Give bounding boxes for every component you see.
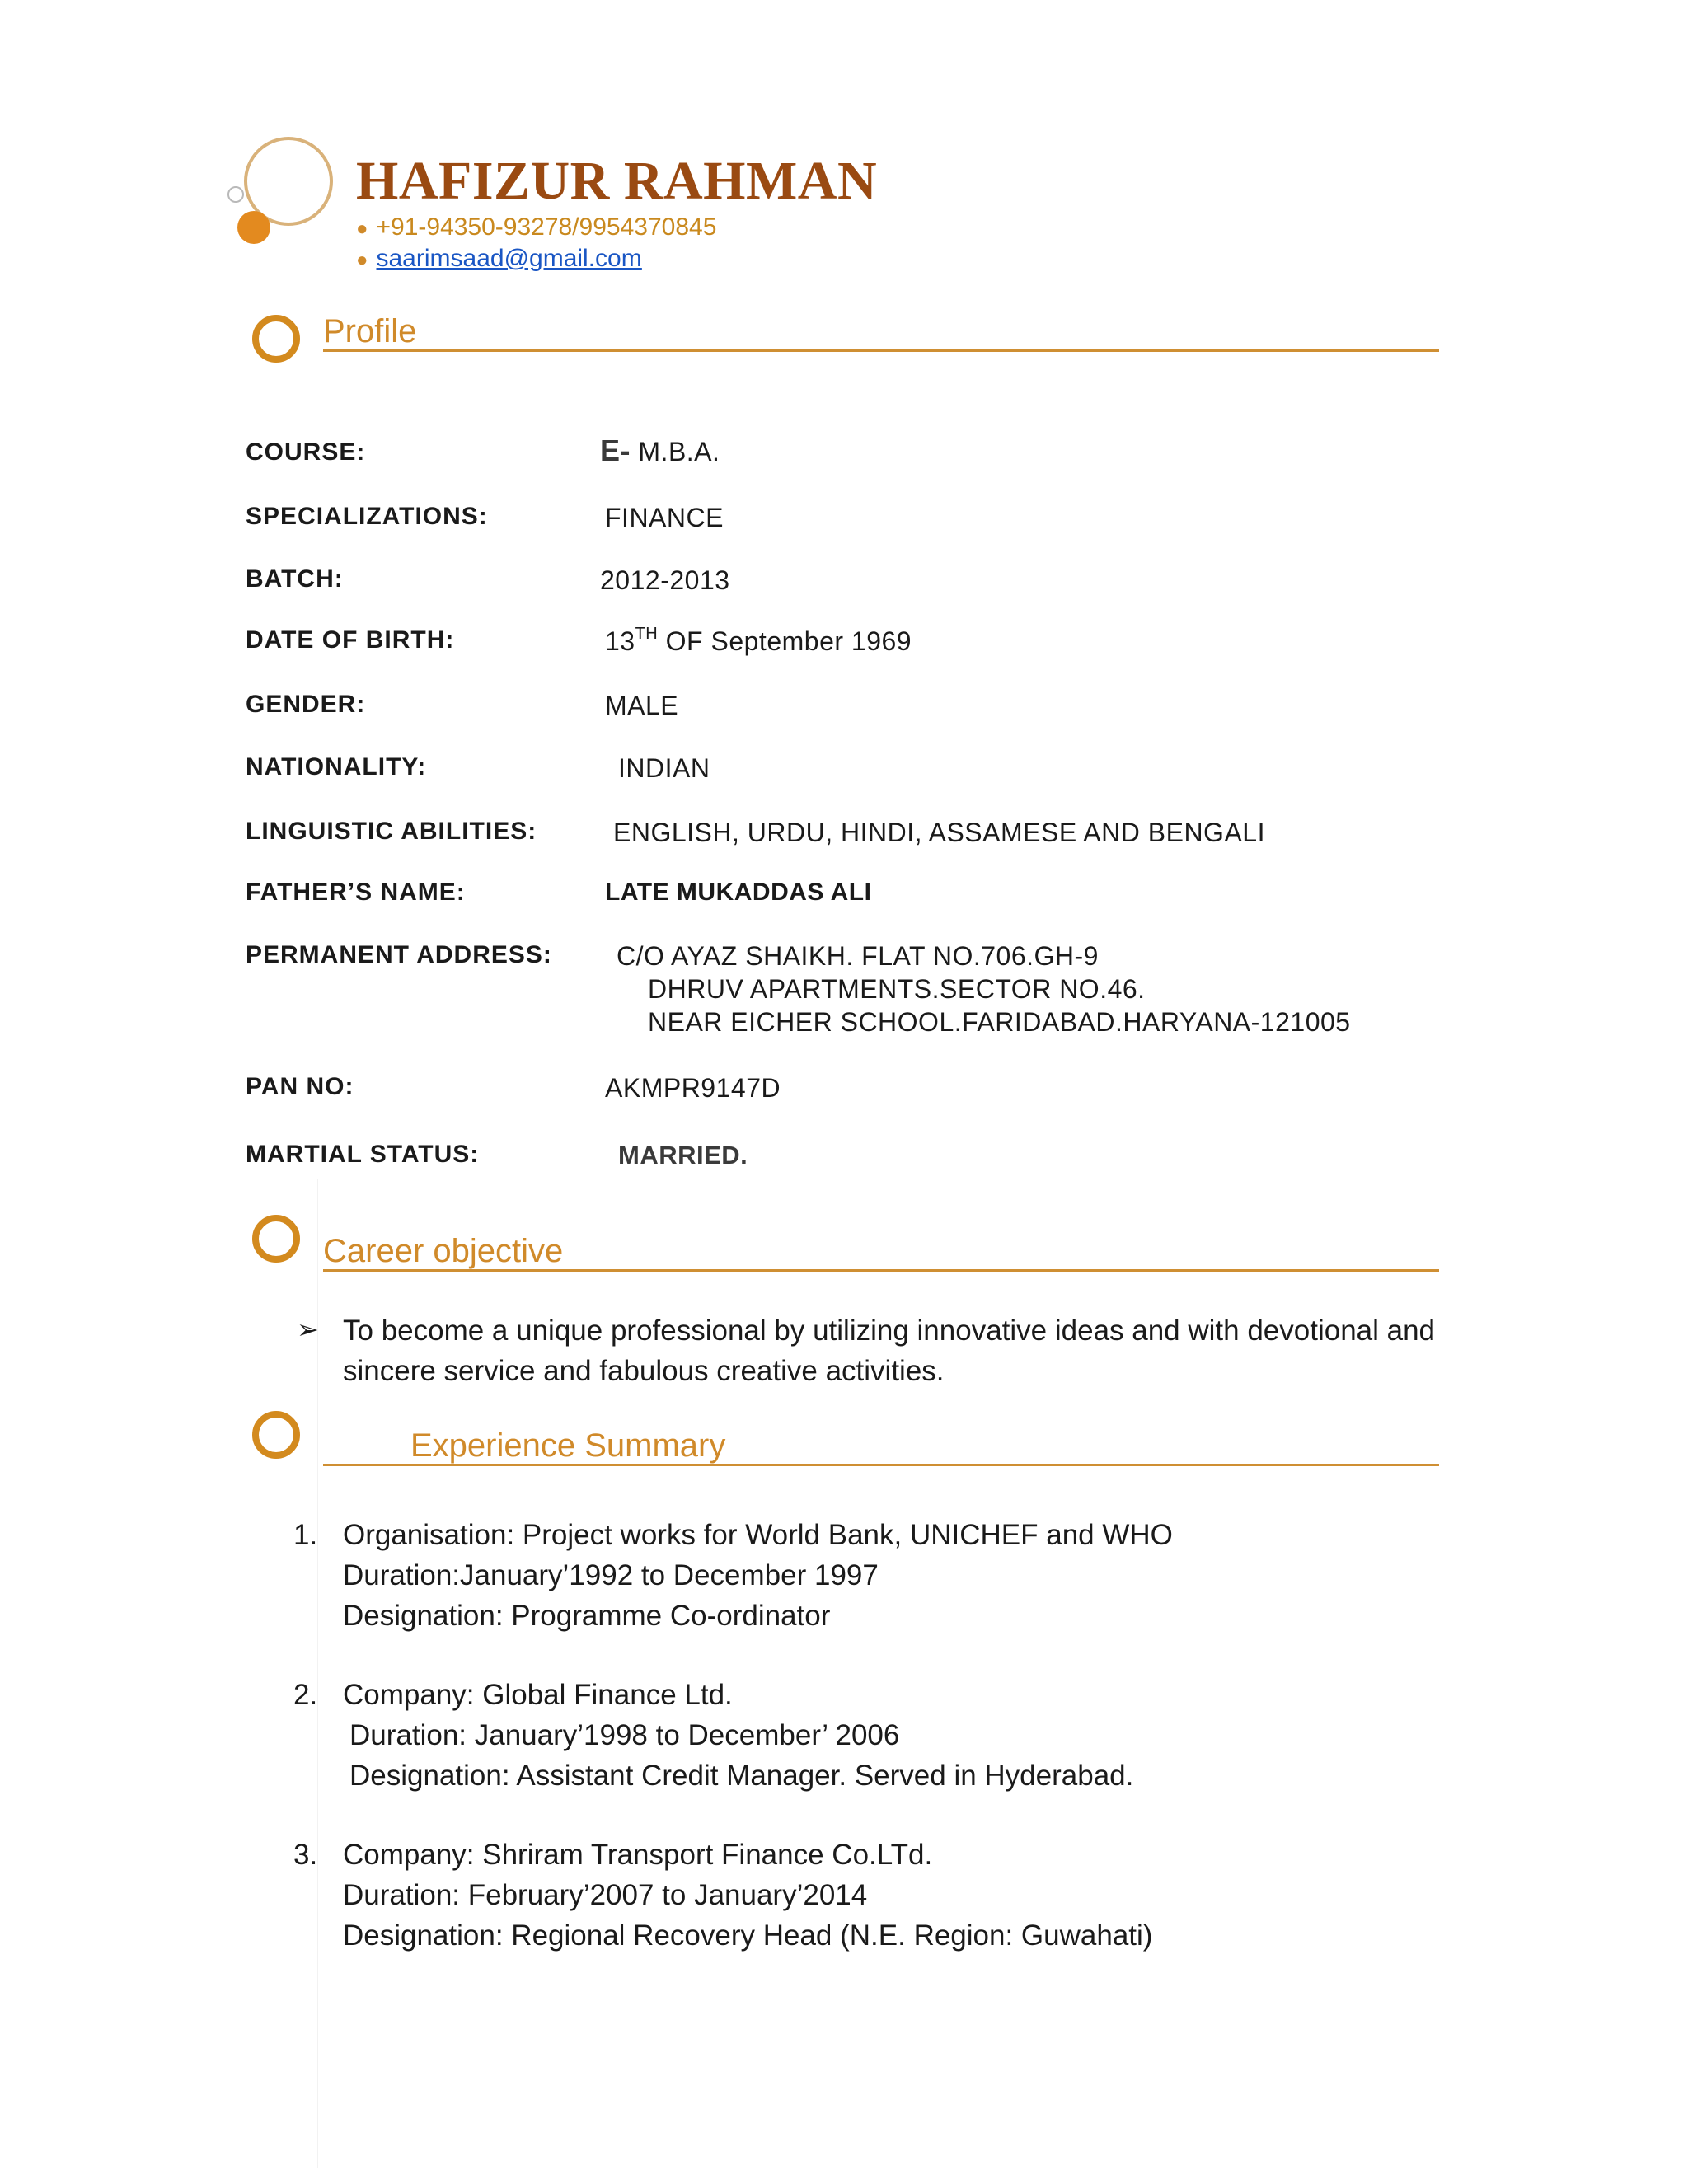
profile-row-gender — [246, 691, 1482, 727]
dob-suffix: TH — [635, 625, 659, 643]
section-ring-icon — [252, 315, 300, 363]
phone-line — [356, 213, 716, 244]
decorative-small-circle-icon — [227, 186, 244, 203]
experience-duration: Duration: February’2007 to January’2014 — [343, 1879, 868, 1911]
section-ring-icon — [252, 1215, 300, 1263]
field-label: PAN NO: — [246, 1073, 354, 1100]
profile-row-specializations — [246, 503, 1482, 539]
candidate-name: HAFIZUR RAHMAN — [356, 151, 878, 211]
field-value: MARRIED. — [618, 1141, 748, 1169]
email-line — [356, 244, 642, 275]
section-title-profile: Profile — [323, 313, 417, 349]
profile-row-address — [246, 941, 1482, 1048]
arrow-bullet-icon: ➢ — [297, 1315, 319, 1344]
experience-designation: Designation: Programme Co-ordinator — [343, 1600, 831, 1632]
field-label: NATIONALITY: — [246, 753, 427, 780]
section-title-experience: Experience Summary — [410, 1427, 726, 1464]
profile-row-marital — [246, 1141, 1482, 1177]
field-label: FATHER’S NAME: — [246, 879, 466, 906]
field-label: MARTIAL STATUS: — [246, 1141, 480, 1168]
address-line-3: NEAR EICHER SCHOOL.FARIDABAD.HARYANA-121005 — [648, 1007, 1351, 1037]
field-value: INDIAN — [618, 753, 710, 783]
field-label: BATCH: — [246, 565, 344, 593]
profile-row-batch — [246, 565, 1482, 602]
field-label: COURSE: — [246, 438, 366, 466]
profile-row-nationality — [246, 753, 1482, 790]
field-label: LINGUISTIC ABILITIES: — [246, 818, 537, 845]
dob-rest: OF September 1969 — [658, 626, 912, 656]
field-label: GENDER: — [246, 691, 366, 718]
profile-row-pan — [246, 1073, 1482, 1109]
experience-duration: Duration: January’1998 to December’ 2006 — [349, 1719, 900, 1751]
decorative-dot-icon — [237, 211, 270, 244]
experience-designation: Designation: Regional Recovery Head (N.E. Region: Guwahati) — [343, 1919, 1153, 1952]
item-number: 1. — [293, 1519, 318, 1551]
address-line-1: C/O AYAZ SHAIKH. FLAT NO.706.GH-9 — [617, 941, 1099, 971]
section-ring-icon — [252, 1411, 300, 1459]
field-value: 2012-2013 — [600, 565, 730, 595]
phone-number: +91-94350-93278/9954370845 — [376, 213, 717, 241]
email-link[interactable]: saarimsaad@gmail.com — [376, 245, 642, 272]
field-value: LATE MUKADDAS ALI — [605, 879, 872, 906]
field-label: DATE OF BIRTH: — [246, 626, 455, 654]
profile-row-father — [246, 879, 1482, 915]
course-value: M.B.A. — [631, 437, 720, 466]
field-label: SPECIALIZATIONS: — [246, 503, 488, 530]
bullet-icon: ● — [356, 218, 368, 240]
profile-row-dob — [246, 626, 1482, 663]
bullet-icon: ● — [356, 249, 368, 271]
field-value: MALE — [605, 691, 679, 720]
section-divider — [323, 1269, 1439, 1272]
experience-company: Company: Shriram Transport Finance Co.LTd. — [343, 1839, 933, 1871]
field-label: PERMANENT ADDRESS: — [246, 941, 552, 968]
field-value: ENGLISH, URDU, HINDI, ASSAMESE AND BENGALI — [613, 818, 1265, 847]
section-divider — [323, 349, 1439, 352]
section-divider — [323, 1464, 1439, 1466]
career-objective-text: To become a unique professional by utilizing innovative ideas and with devotional and sincere service and fabulous creative activities. — [343, 1315, 1436, 1387]
course-prefix: E- — [600, 434, 631, 467]
field-value — [600, 434, 720, 468]
dob-day: 13 — [605, 626, 635, 656]
item-number: 3. — [293, 1839, 318, 1871]
field-value: FINANCE — [605, 503, 724, 532]
experience-duration: Duration:January’1992 to December 1997 — [343, 1559, 879, 1591]
experience-company: Company: Global Finance Ltd. — [343, 1679, 733, 1711]
profile-row-course — [246, 434, 1482, 475]
experience-organisation: Organisation: Project works for World Bank, UNICHEF and WHO — [343, 1519, 1173, 1551]
field-value — [605, 626, 912, 657]
experience-designation: Designation: Assistant Credit Manager. Served in Hyderabad. — [349, 1760, 1134, 1792]
section-title-career: Career objective — [323, 1233, 564, 1269]
item-number: 2. — [293, 1679, 318, 1711]
address-line-2: DHRUV APARTMENTS.SECTOR NO.46. — [648, 974, 1146, 1004]
profile-row-linguistic — [246, 818, 1482, 854]
field-value: AKMPR9147D — [605, 1073, 781, 1103]
